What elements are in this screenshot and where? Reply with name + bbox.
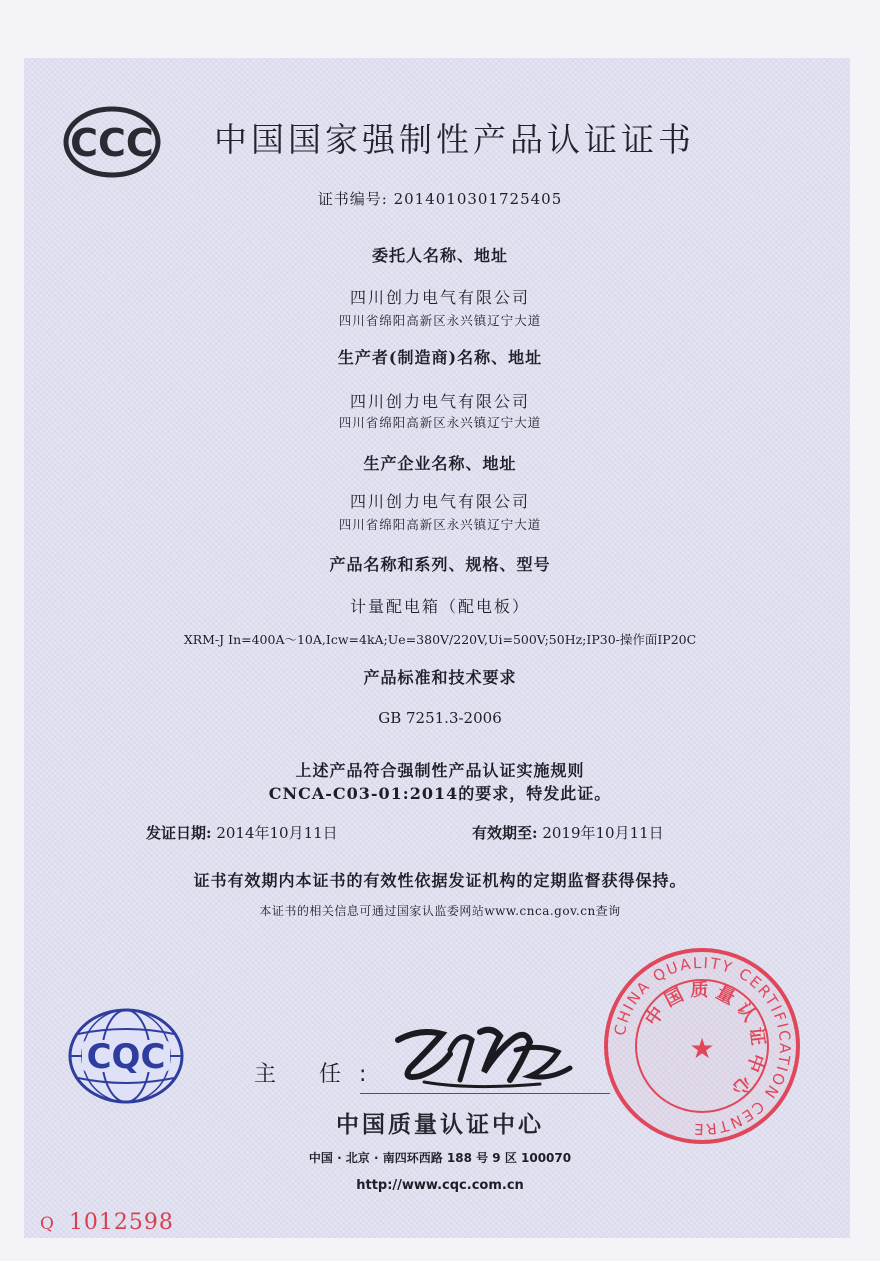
certificate-number: 2014010301725405 [393,190,563,208]
cqc-logo-text: CQC [86,1037,166,1077]
validity-notice: 证书有效期内本证书的有效性依据发证机构的定期监督获得保持。 [193,871,687,890]
signature-line [360,1093,610,1094]
ccc-logo-text: CCC [70,121,154,165]
product-heading: 产品名称和系列、规格、型号 [329,555,551,574]
issue-date-label: 发证日期: [146,824,212,842]
seal-star-icon: ★ [689,1032,715,1065]
factory-address: 四川省绵阳高新区永兴镇辽宁大道 [338,517,542,532]
product-spec: XRM-J In=400A～10A,Icw=4kA;Ue=380V/220V,Ui=500V;50Hz;IP30-操作面IP20C [183,632,697,647]
manufacturer-heading: 生产者(制造商)名称、地址 [337,348,543,367]
expiry-date-row [472,822,664,843]
applicant-address: 四川省绵阳高新区永兴镇辽宁大道 [338,313,542,328]
serial-digits: 1012598 [68,1210,174,1235]
manufacturer-address: 四川省绵阳高新区永兴镇辽宁大道 [338,415,542,430]
seal-inner-text: 中国质量认证中心 [641,979,769,1104]
conformity-line-1: 上述产品符合强制性产品认证实施规则 [295,761,585,780]
manufacturer-name: 四川创力电气有限公司 [349,392,530,411]
issuer-url: http://www.cqc.com.cn [356,1178,524,1193]
ccc-logo [62,106,162,178]
expiry-date: 2019年10月11日 [542,824,664,842]
conformity-line-2: CNCA-C03-01:2014的要求，特发此证。 [268,784,612,803]
serial-prefix: Q [40,1214,55,1234]
standard-value: GB 7251.3-2006 [378,709,502,727]
factory-name: 四川创力电气有限公司 [349,492,530,511]
certificate-title: 中国国家强制性产品认证证书 [214,120,695,159]
cqc-logo [66,1006,186,1106]
issue-date-row [146,822,338,843]
product-name: 计量配电箱（配电板） [349,597,530,616]
applicant-heading: 委托人名称、地址 [371,246,508,265]
expiry-date-label: 有效期至: [472,824,538,842]
query-notice: 本证书的相关信息可通过国家认监委网站www.cnca.gov.cn查询 [259,904,621,918]
director-label: 主 任: [254,1062,385,1087]
certificate-number-label: 证书编号: [317,190,388,208]
issue-date: 2014年10月11日 [216,824,338,842]
serial-number [40,1210,174,1235]
issuer-address: 中国 · 北京 · 南四环西路 188 号 9 区 100070 [308,1151,572,1165]
seal-outer-text: CHINA QUALITY CERTIFICATION CENTRE [610,953,795,1139]
certificate-number-row [0,188,880,209]
factory-heading: 生产企业名称、地址 [363,454,517,473]
standard-heading: 产品标准和技术要求 [363,668,517,687]
issuer-name: 中国质量认证中心 [336,1112,544,1138]
director-signature [380,1010,580,1094]
applicant-name: 四川创力电气有限公司 [349,288,530,307]
official-seal [602,946,802,1146]
